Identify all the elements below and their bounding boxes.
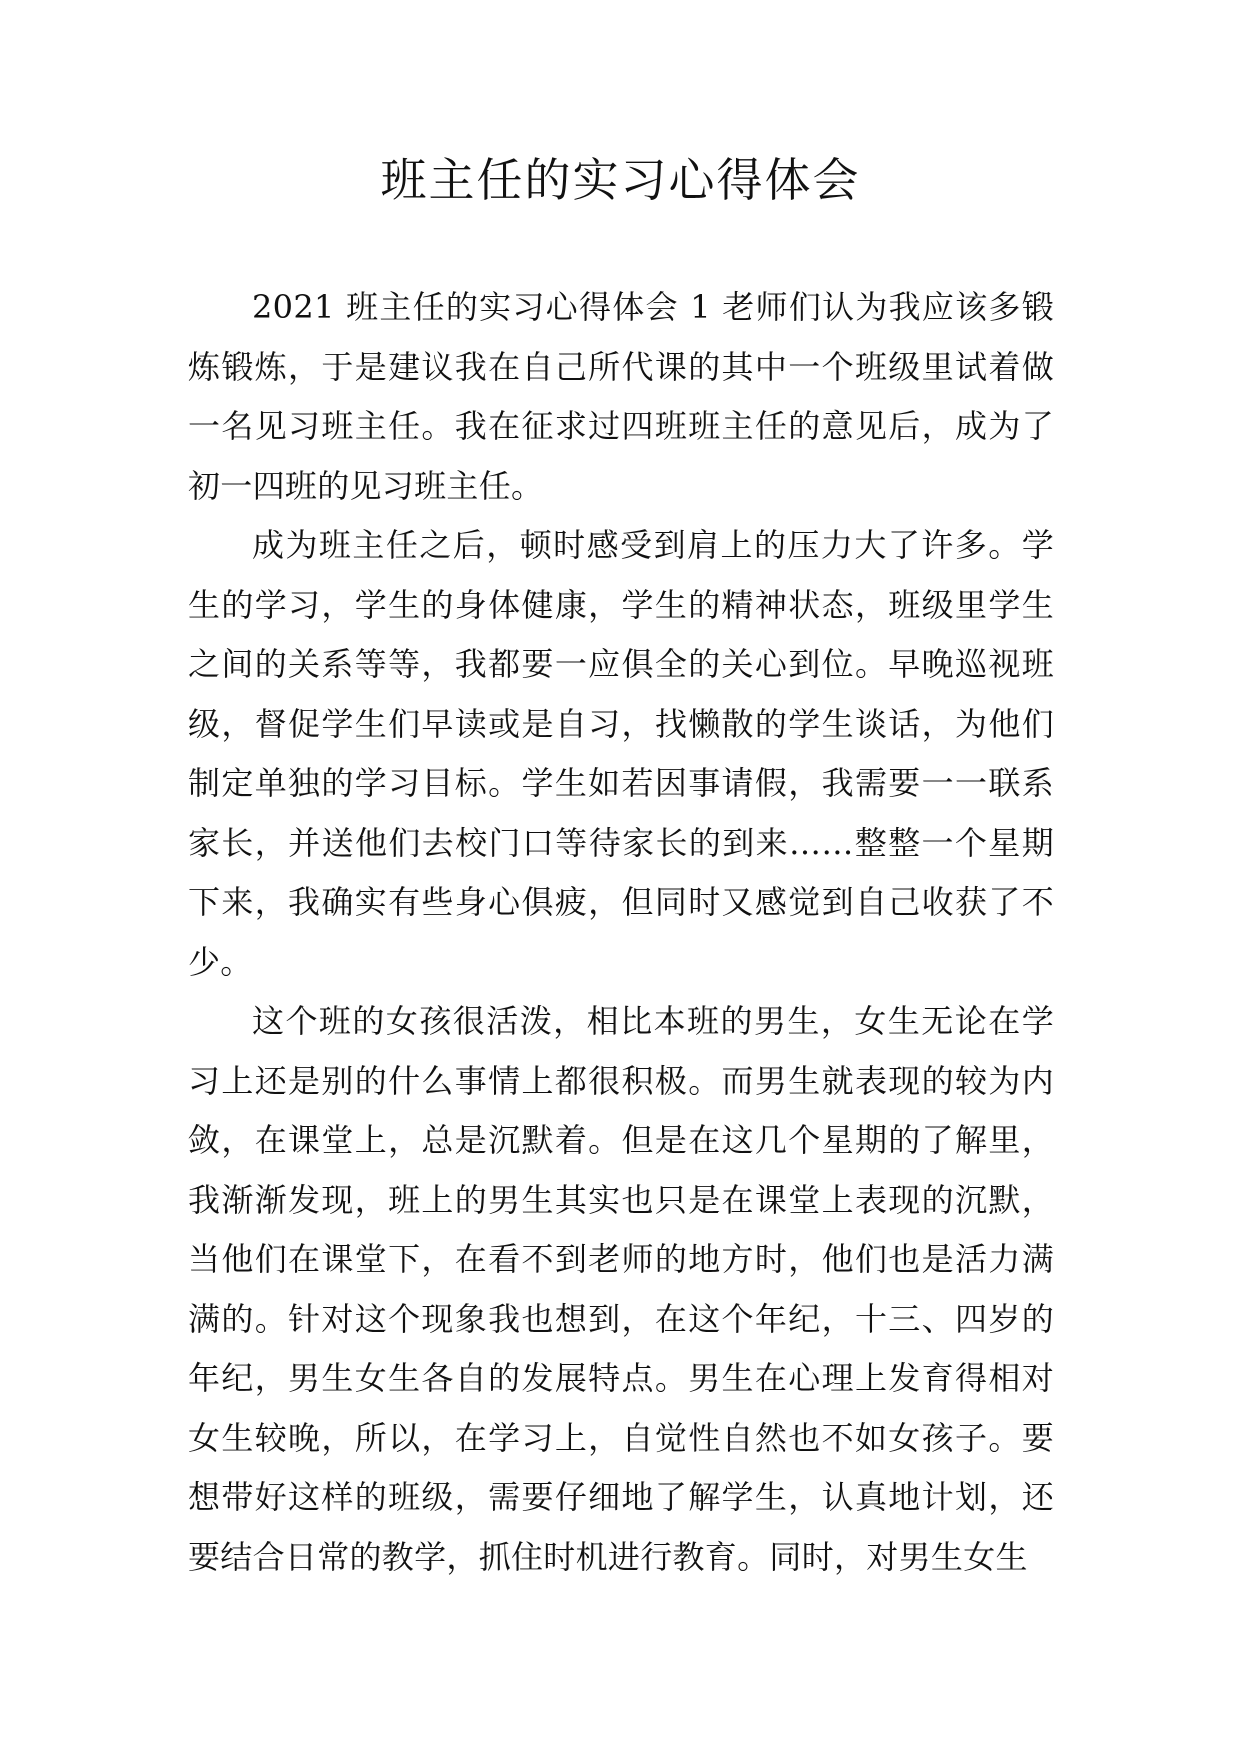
paragraph-3: 这个班的女孩很活泼，相比本班的男生，女生无论在学习上还是别的什么事情上都很积极。而男生就表现的较为内敛，在课堂上，总是沉默着。但是在这几个星期的了解里，我渐渐发现，班上的男生其实也只是在课堂上表现的沉默，当他们在课堂下，在看不到老师的地方时，他们也是活力满满的。针对这个现象我也想到，在这个年纪，十三、四岁的年纪，男生女生各自的发展特点。男生在心理上发育得相对女生较晚，所以，在学习上，自觉性自然也不如女孩子。要想带好这样的班级，需要仔细地了解学生，认真地计划，还要结合日常的教学，抓住时机进行教育。同时，对男生女生 [188,1002,1054,1576]
paragraph-1: 2021 班主任的实习心得体会 1 老师们认为我应该多锻炼锻炼，于是建议我在自己所代课的其中一个班级里试着做一名见习班主任。我在征求过四班班主任的意见后，成为了初一四班的见习班主任。 [188,288,1054,505]
document-title: 班主任的实习心得体会 [380,153,861,207]
document-body [188,278,1054,1587]
paragraph-2: 成为班主任之后，顿时感受到肩上的压力大了许多。学生的学习，学生的身体健康，学生的精神状态，班级里学生之间的关系等等，我都要一应俱全的关心到位。早晚巡视班级，督促学生们早读或是自习，找懒散的学生谈话，为他们制定单独的学习目标。学生如若因事请假，我需要一一联系家长，并送他们去校门口等待家长的到来……整整一个星期下来，我确实有些身心俱疲，但同时又感觉到自己收获了不少。 [188,526,1054,981]
